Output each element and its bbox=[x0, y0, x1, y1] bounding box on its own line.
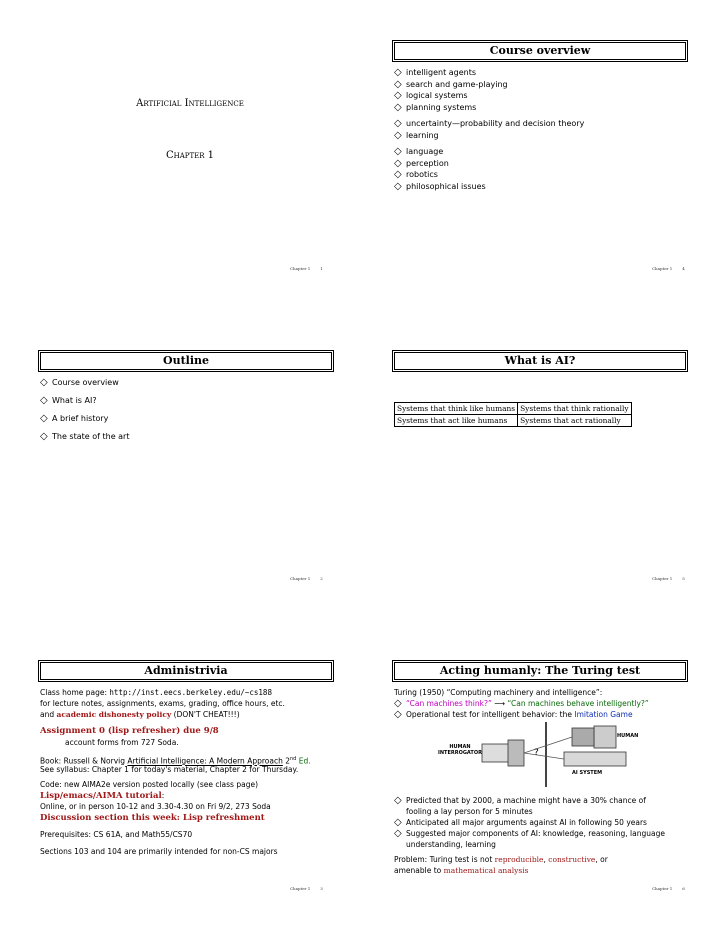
list-item-text: uncertainty—probability and decision theory bbox=[406, 119, 585, 128]
list-item-text: philosophical issues bbox=[406, 181, 486, 191]
list-item-text: planning systems bbox=[406, 102, 477, 112]
operational-test bbox=[394, 710, 633, 721]
diamond-bullet-icon: ◇ bbox=[40, 431, 48, 442]
home-page-line-2: for lecture notes, assignments, exams, grading, office hours, etc. bbox=[40, 699, 285, 708]
diamond-bullet-icon: ◇ bbox=[394, 146, 402, 157]
list-item-text: A brief history bbox=[52, 414, 109, 423]
anticipated-bullet bbox=[394, 818, 647, 829]
footer-page: 6 bbox=[682, 886, 685, 891]
code-line: Code: new AIMA2e version posted locally (see class page) bbox=[40, 780, 259, 789]
prereq-line: Prerequisites: CS 61A, and Math55/CS70 bbox=[40, 830, 193, 839]
list-item-text: language bbox=[406, 147, 444, 156]
list-item-text: intelligent agents bbox=[406, 68, 477, 77]
text: Suggested major components of AI: knowledge, reasoning, language bbox=[406, 829, 665, 838]
syllabus-line: See syllabus: Chapter 1 for today's material, Chapter 2 for Thursday. bbox=[40, 765, 299, 774]
tutorial-title: Lisp/emacs/AIMA tutorial bbox=[40, 791, 162, 801]
slide-2 bbox=[40, 350, 360, 590]
diamond-bullet-icon: ◇ bbox=[394, 157, 402, 169]
text: HUMAN bbox=[449, 744, 471, 750]
sections-line: Sections 103 and 104 are primarily intended for non-CS majors bbox=[40, 847, 278, 856]
list-item bbox=[394, 79, 584, 91]
imitation-game-figure bbox=[434, 722, 639, 787]
table-row bbox=[395, 415, 632, 427]
text: constructive bbox=[548, 855, 596, 864]
text: Anticipated all major arguments against AI in following 50 years bbox=[406, 818, 647, 827]
text: amenable to bbox=[394, 866, 444, 875]
list-item-text: Course overview bbox=[52, 378, 119, 387]
text: Ed. bbox=[296, 756, 311, 766]
text: Predicted that by 2000, a machine might have a 30% chance of bbox=[406, 796, 646, 805]
diamond-bullet-icon: ◇ bbox=[394, 180, 402, 192]
diamond-bullet-icon: ◇ bbox=[394, 78, 402, 90]
tutorial-heading bbox=[40, 791, 164, 802]
footer-page: 1 bbox=[320, 266, 323, 271]
home-label: Class home page: bbox=[40, 688, 110, 697]
text: Book: Russell & Norvig bbox=[40, 756, 128, 766]
list-item bbox=[40, 431, 129, 449]
list-item bbox=[40, 395, 129, 413]
interrogator-label bbox=[438, 744, 482, 756]
components-bullet-cont: understanding, learning bbox=[406, 840, 496, 849]
slide-title: Course overview bbox=[394, 42, 686, 60]
diamond-bullet-icon: ◇ bbox=[394, 795, 402, 806]
human-label: HUMAN bbox=[617, 733, 639, 739]
footer-chapter: Chapter 1 bbox=[290, 886, 311, 891]
slide-title: What is AI? bbox=[394, 352, 686, 370]
diamond-bullet-icon: ◇ bbox=[40, 413, 48, 424]
text: 2 bbox=[282, 756, 290, 766]
list-item-text: The state of the art bbox=[52, 432, 130, 441]
ai-system-label: AI SYSTEM bbox=[572, 770, 603, 776]
text: nd bbox=[289, 756, 297, 762]
list-item bbox=[394, 146, 584, 158]
list-item bbox=[394, 67, 584, 79]
turing-intro: Turing (1950) “Computing machinery and intelligence”: bbox=[394, 688, 603, 697]
chapter-label: Chapter 1 bbox=[165, 150, 215, 161]
slide-footer bbox=[290, 576, 323, 581]
list-item bbox=[40, 413, 129, 431]
text: Imitation Game bbox=[574, 710, 633, 719]
list-item bbox=[394, 158, 584, 170]
problem-line-2 bbox=[394, 866, 528, 877]
home-url-link[interactable]: http://inst.eecs.berkeley.edu/~cs188 bbox=[109, 688, 272, 697]
slide-footer bbox=[290, 886, 323, 891]
table-cell: Systems that act like humans bbox=[395, 415, 518, 427]
footer-chapter: Chapter 1 bbox=[652, 886, 673, 891]
overview-list bbox=[394, 67, 584, 192]
list-item bbox=[394, 169, 584, 181]
deck-title: Artificial Intelligence bbox=[136, 98, 244, 109]
slide-4 bbox=[394, 40, 714, 280]
list-item-text: robotics bbox=[406, 170, 438, 179]
assignment-heading: Assignment 0 (lisp refresher) due 9/8 bbox=[40, 726, 219, 736]
text: “Can machines think?” bbox=[406, 699, 492, 708]
footer-page: 4 bbox=[682, 266, 685, 271]
prediction-bullet bbox=[394, 796, 646, 807]
diamond-bullet-icon: ◇ bbox=[40, 377, 48, 388]
dishonesty-line bbox=[40, 710, 240, 721]
question-mark: ? bbox=[534, 748, 539, 758]
slide-footer bbox=[652, 266, 685, 271]
footer-chapter: Chapter 1 bbox=[652, 576, 673, 581]
diamond-bullet-icon: ◇ bbox=[394, 90, 402, 101]
table-cell: Systems that think like humans bbox=[395, 403, 518, 415]
text: Problem: Turing test is not bbox=[394, 855, 495, 864]
diamond-bullet-icon: ◇ bbox=[394, 129, 402, 141]
table-row bbox=[395, 403, 632, 415]
text: INTERROGATOR bbox=[438, 750, 482, 756]
assignment-sub: account forms from 727 Soda. bbox=[65, 738, 179, 747]
list-item-text: learning bbox=[406, 130, 439, 140]
footer-chapter: Chapter 1 bbox=[290, 576, 311, 581]
footer-page: 2 bbox=[320, 576, 323, 581]
home-page-line bbox=[40, 688, 272, 699]
table-cell: Systems that think rationally bbox=[518, 403, 631, 415]
problem-line bbox=[394, 855, 608, 866]
diamond-bullet-icon: ◇ bbox=[394, 817, 402, 828]
diamond-bullet-icon: ◇ bbox=[394, 67, 402, 78]
list-item bbox=[394, 130, 584, 142]
list-item-text: What is AI? bbox=[52, 396, 97, 405]
dishonesty-policy-link[interactable]: academic dishonesty policy bbox=[56, 710, 172, 719]
table-cell: Systems that act rationally bbox=[518, 415, 631, 427]
diamond-bullet-icon: ◇ bbox=[394, 169, 402, 180]
slide-1 bbox=[40, 40, 360, 280]
slide-5 bbox=[394, 350, 714, 590]
arrow-right-icon: ⟶ bbox=[494, 699, 506, 708]
book-title: Artificial Intelligence: A Modern Approach bbox=[127, 756, 283, 766]
slide-footer bbox=[652, 886, 685, 891]
list-item-text: search and game-playing bbox=[406, 79, 508, 89]
slide-title: Administrivia bbox=[40, 662, 332, 680]
discussion-heading: Discussion section this week: Lisp refreshment bbox=[40, 813, 265, 823]
footer-chapter: Chapter 1 bbox=[652, 266, 673, 271]
diamond-bullet-icon: ◇ bbox=[40, 395, 48, 406]
text: (DON'T CHEAT!!!) bbox=[171, 710, 240, 719]
text: “Can machines behave intelligently?” bbox=[507, 699, 649, 708]
list-item bbox=[394, 181, 584, 193]
diamond-bullet-icon: ◇ bbox=[394, 101, 402, 113]
diamond-bullet-icon: ◇ bbox=[394, 698, 402, 709]
text: reproducible bbox=[494, 855, 544, 864]
text: , bbox=[543, 855, 549, 864]
footer-chapter: Chapter 1 bbox=[290, 266, 311, 271]
list-item bbox=[394, 90, 584, 102]
list-item bbox=[40, 377, 129, 395]
diamond-bullet-icon: ◇ bbox=[394, 118, 402, 129]
outline-list bbox=[40, 377, 129, 449]
text: Operational test for intelligent behavior: the bbox=[406, 710, 575, 719]
text: : bbox=[161, 791, 165, 800]
list-item bbox=[394, 118, 584, 130]
slide-title: Outline bbox=[40, 352, 332, 370]
slide-footer bbox=[290, 266, 323, 271]
slide-footer bbox=[652, 576, 685, 581]
text: , or bbox=[595, 855, 608, 864]
slide-3 bbox=[40, 660, 360, 900]
footer-page: 3 bbox=[320, 886, 323, 891]
footer-page: 5 bbox=[682, 576, 685, 581]
text: and bbox=[40, 710, 57, 719]
tutorial-sub: Online, or in person 10-12 and 3.30-4.30 on Fri 9/2, 273 Soda bbox=[40, 802, 271, 811]
diamond-bullet-icon: ◇ bbox=[394, 828, 402, 839]
slide-title: Acting humanly: The Turing test bbox=[394, 662, 686, 680]
slide-6 bbox=[394, 660, 714, 900]
list-item-text: perception bbox=[406, 158, 449, 168]
diamond-bullet-icon: ◇ bbox=[394, 709, 402, 720]
prediction-bullet-cont: fooling a lay person for 5 minutes bbox=[406, 807, 533, 816]
list-item-text: logical systems bbox=[406, 91, 468, 100]
ai-definitions-table bbox=[394, 402, 632, 427]
components-bullet bbox=[394, 829, 665, 840]
turing-question bbox=[394, 699, 649, 710]
text: mathematical analysis bbox=[443, 866, 529, 875]
list-item bbox=[394, 102, 584, 114]
